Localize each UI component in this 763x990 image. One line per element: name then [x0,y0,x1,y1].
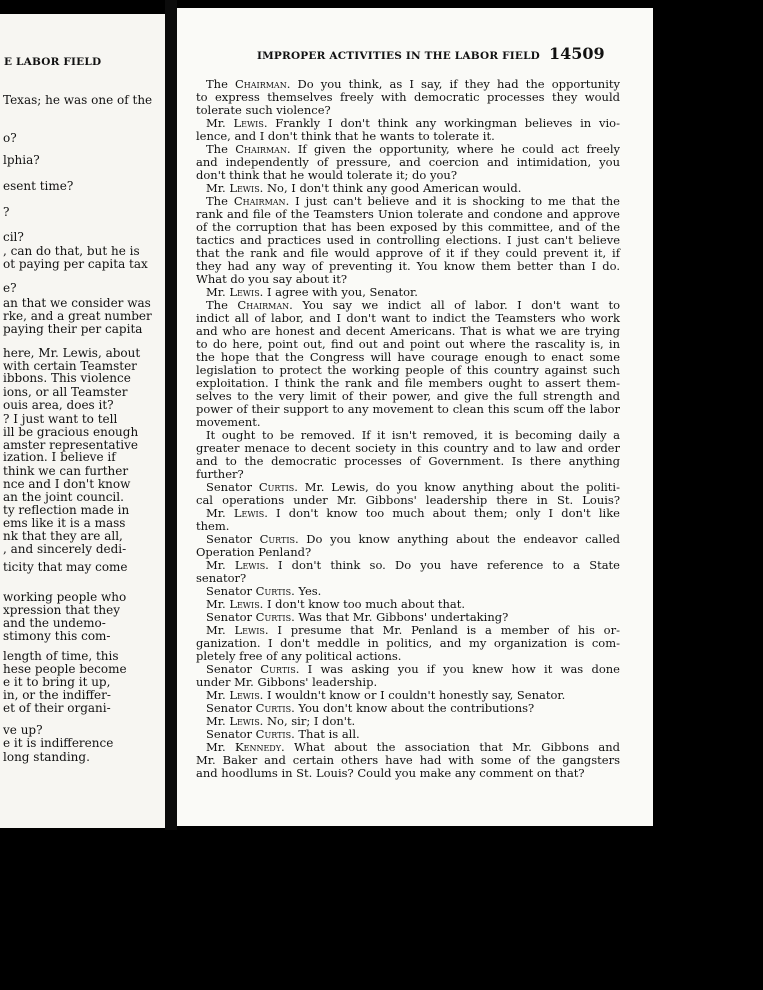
text-line: Senator Curtis. You don't know about the contributions? [206,701,535,715]
text-line: Mr. Lewis. I presume that Mr. Penland is a member of his or- [206,623,620,637]
left-page-line: an that we consider was [3,296,151,310]
left-page-line: ouis area, does it? [3,398,114,412]
left-page-line: ization. I believe if [3,450,116,464]
right-page [177,8,653,826]
text-line: and to the democratic processes of Government. Is there anything [196,454,620,468]
text-line: and who are honest and decent Americans. That is what we are trying [196,324,620,338]
text-line: Senator Curtis. Was that Mr. Gibbons' undertaking? [206,610,509,624]
left-page-line: , can do that, but he is [3,244,140,258]
left-page-line: esent time? [3,179,74,193]
left-page-line: ? I just want to tell [3,412,118,426]
text-line: The Chairman. You say we indict all of labor. I don't want to [206,298,620,312]
text-line: Mr. Lewis. I wouldn't know or I couldn't honestly say, Senator. [206,688,566,702]
left-page-line: o? [3,131,17,145]
left-page-line: ions, or all Teamster [3,385,128,399]
text-line: tactics and practices used in controlling elections. I just can't believe [196,233,620,247]
text-line: indict all of labor, and I don't want to indict the Teamsters who work [196,311,620,325]
text-line: and hoodlums in St. Louis? Could you make any comment on that? [196,766,585,780]
left-page-line: xpression that they [3,603,120,617]
text-line: Mr. Lewis. I agree with you, Senator. [206,285,418,299]
text-line: don't think that he would tolerate it; do you? [196,168,457,182]
text-line: them. [196,519,230,533]
text-line: to express themselves freely with democratic processes they would [196,90,620,104]
text-line: they had any way of preventing it. You know them better than I do. [196,259,620,273]
page-number: 14509 [549,44,605,63]
left-page-line: hese people become [3,662,127,676]
text-line: legislation to protect the working people of this country against such [196,363,620,377]
text-line: pletely free of any political actions. [196,649,402,663]
left-page-line: stimony this com- [3,629,111,643]
left-page-line: with certain Teamster [3,359,137,373]
text-line: Mr. Baker and certain others have had with some of the gangsters [196,753,620,767]
text-line: The Chairman. If given the opportunity, where he could act freely [206,142,621,156]
text-line: movement. [196,415,261,429]
text-line: Mr. Lewis. Frankly I don't think any workingman believes in vio- [206,116,620,130]
text-line: Mr. Lewis. I don't know too much about that. [206,597,466,611]
testimony-text [196,78,620,780]
text-line: exploitation. I think the rank and file members ought to assert them- [196,376,620,390]
left-page-line: Texas; he was one of the [3,93,153,107]
text-line: Mr. Kennedy. What about the association that Mr. Gibbons and [206,740,620,754]
text-line: Senator Curtis. I was asking you if you knew how it was done [206,662,620,676]
left-page-line: working people who [3,590,127,604]
text-line: senator? [196,571,247,585]
text-line: The Chairman. Do you think, as I say, if they had the opportunity [206,77,620,91]
left-page-line: ibbons. This violence [3,371,131,385]
text-line: further? [196,467,244,481]
text-line: Mr. Lewis. I don't know too much about them; only I don't like [206,506,620,520]
text-line: rank and file of the Teamsters Union tolerate and condone and approve [196,207,620,221]
left-page-line: and the undemo- [3,616,106,630]
left-page-line: ? [3,205,10,219]
left-page-line: , and sincerely dedi- [3,542,127,556]
text-line: lence, and I don't think that he wants to tolerate it. [196,129,495,143]
text-line: Mr. Lewis. No, sir; I don't. [206,714,356,728]
text-line: that the rank and file would approve of it if they could prevent it, if [196,246,620,260]
text-line: The Chairman. I just can't believe and it is shocking to me that the [206,194,620,208]
text-line: and independently of pressure, and coercion and intimidation, you [196,155,620,169]
left-page-line: rke, and a great number [3,309,152,323]
left-page-line: long standing. [3,750,90,764]
text-line: Senator Curtis. That is all. [206,727,360,741]
left-page-header: E LABOR FIELD [4,56,102,68]
left-page-line: cil? [3,230,24,244]
text-line: It ought to be removed. If it isn't removed, it is becoming daily a [206,428,620,442]
text-line: to do here, point out, find out and point out where the rascality is, in [196,337,620,351]
left-page-line: e it to bring it up, [3,675,111,689]
left-page-line: an the joint council. [3,490,124,504]
left-page-line: ot paying per capita tax [3,257,148,271]
text-line: under Mr. Gibbons' leadership. [196,675,378,689]
text-line: power of their support to any movement to clean this scum off the labor [196,402,620,416]
left-page-line: e it is indifference [3,736,114,750]
text-line: Operation Penland? [196,545,312,559]
left-page-line: ticity that may come [3,560,128,574]
left-page-line: length of time, this [3,649,119,663]
text-line: Senator Curtis. Do you know anything about the endeavor called [206,532,620,546]
left-page-line: think we can further [3,464,129,478]
book-gutter [165,0,177,830]
left-page [0,14,165,828]
running-header: IMPROPER ACTIVITIES IN THE LABOR FIELD [257,50,540,62]
text-line: What do you say about it? [196,272,347,286]
left-page-line: nk that they are all, [3,529,123,543]
text-line: cal operations under Mr. Gibbons' leadership there in St. Louis? [196,493,620,507]
text-line: Senator Curtis. Yes. [206,584,322,598]
text-line: greater menace to decent society in this country and to law and order [196,441,620,455]
text-line: Mr. Lewis. I don't think so. Do you have reference to a State [206,558,620,572]
left-page-line: et of their organi- [3,701,111,715]
left-page-line: paying their per capita [3,322,143,336]
text-line: ganization. I don't meddle in politics, and my organization is com- [196,636,620,650]
text-line: of the corruption that has been exposed by this committee, and of the [196,220,620,234]
left-page-line: ems like it is a mass [3,516,126,530]
left-page-line: amster representative [3,438,139,452]
left-page-line: e? [3,281,17,295]
left-page-line: in, or the indiffer- [3,688,111,702]
left-page-line: ill be gracious enough [3,425,139,439]
text-line: tolerate such violence? [196,103,331,117]
text-line: Senator Curtis. Mr. Lewis, do you know anything about the politi- [206,480,620,494]
text-line: Mr. Lewis. No, I don't think any good American would. [206,181,522,195]
left-page-line: ve up? [3,723,43,737]
left-page-line: nce and I don't know [3,477,131,491]
text-line: selves to the very limit of their power, and give the full strength and [196,389,620,403]
text-line: the hope that the Congress will have courage enough to enact some [196,350,620,364]
left-page-line: ty reflection made in [3,503,130,517]
left-page-line: lphia? [3,153,40,167]
left-page-line: here, Mr. Lewis, about [3,346,141,360]
